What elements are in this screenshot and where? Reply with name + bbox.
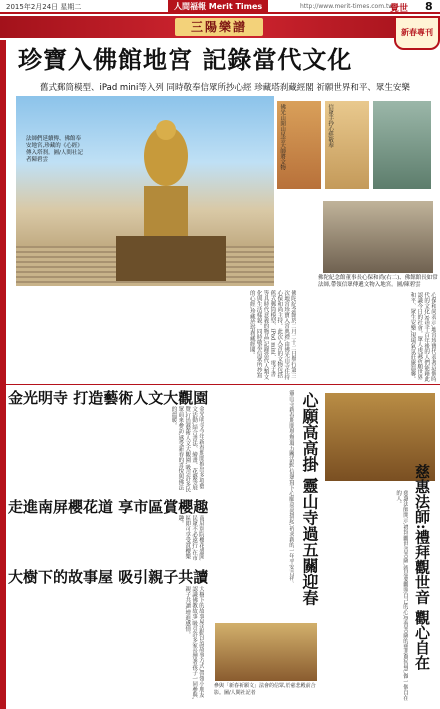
article-headline-3: 走進南屏櫻花道 享市區賞櫻趣	[8, 498, 209, 516]
article-body-right: 心保和尚表示,地宮珍寶代表著這個時代的文化,希望千百年後的人們能藉此認識今日的社會。眾人虔誠祈願世界和平、眾生安樂,現場氣氛莊嚴溫馨。	[409, 292, 436, 382]
article-body-2: 金光明寺今年新春期間推出多項藝文活動,結合書法、繪畫、花藝等展覽,打造藝術人文大觀園,吸引許多民眾前來參訪,感受新春的喜悅與佛法的溫暖。	[170, 406, 204, 492]
photo-caption-2: 信眾手抄心經敬奉	[327, 104, 334, 148]
photo-caption-6: 參與「新春祈願文」法會的信眾,於慈悲殿前合影。圖/人間社記者	[214, 683, 316, 696]
temple-gate	[116, 236, 226, 281]
photo-speaker	[372, 100, 432, 190]
photo-gathering	[214, 622, 318, 682]
photo-caption-1: 佛光山開山星雲大師將文物	[279, 104, 286, 170]
side-rule	[0, 40, 6, 709]
section-divider	[6, 384, 440, 385]
article-body-4: 大樹下的故事屋活動以說故事方式,帶領小朋友認識佛教故事,吸引許多家長帶著孩子一同參與,親子共讀,增進感情。	[184, 586, 204, 700]
website-url: http://www.merit-times.com.tw	[300, 3, 394, 10]
issue-date: 2015年2月24日 星期二	[6, 3, 82, 11]
special-issue-badge	[394, 16, 440, 50]
buddha-statue-icon	[136, 116, 196, 236]
page-header	[0, 0, 440, 14]
badge-label: 新春專刊	[401, 28, 433, 37]
article-body-main: 佛陀紀念館於二月二十二日舉行第三次地宮珍寶入宮典禮,由佛光山寺住持心保和尚主持。此次入宮的文物包括舊式郵筒模型、iPad mini、電子書等具時代意義的物品,記錄當代人類文化與生活樣貌。同時敬奉信眾所抄寫的心經,珍藏於塔刹藏經閣。	[248, 290, 296, 380]
article-body-mid: 靈山寺新春期間舉辦過五關活動,信眾寫下心願高高掛起,祈求新的一年平安吉祥。	[288, 390, 294, 586]
masthead-title: 三陽樂譜	[175, 18, 263, 36]
photo-caption-4: 佛陀紀念館董事長心保和尚(右二)、佛館館長如常法師,帶領信眾傳遞文物入地宮。圖/陳碧雲	[318, 275, 438, 289]
article-body-right-lower: 慈惠法師開示,禮拜觀世音菩薩,就是要觀照自己的心,學習菩薩的慈悲與智慧,做一個自在的人。	[395, 490, 408, 701]
masthead-band	[0, 16, 440, 38]
article-headline-4: 大樹下的故事屋 吸引親子共讀	[8, 568, 209, 586]
article-body-3: 南屏別院櫻花盛開,民眾不必遠行,在市區即可享受賞櫻樂趣。	[177, 515, 204, 561]
vertical-headline: 心願高高掛 靈山寺過五關迎春	[300, 392, 319, 606]
section-name: 覺世	[390, 4, 409, 14]
main-headline: 珍寶入佛館地宮 記錄當代文化	[18, 45, 353, 74]
newspaper-logo: 人間福報 Merit Times	[168, 0, 268, 13]
photo-group	[322, 200, 434, 274]
sub-headline: 舊式郵筒模型、iPad mini等入列 同時敬奉信眾所抄心經 珍藏塔刹藏經閣 祈願世界和平、眾生安樂	[40, 83, 410, 93]
main-photo-caption: 法師們延續傳、佛館奉安地宮,珍藏的《心經》傳入塔刹。圖/人間社記者陳碧雲	[26, 136, 83, 164]
article-headline-2: 金光明寺 打造藝術人文大觀園	[8, 389, 209, 407]
page-number: 8	[425, 0, 433, 13]
vertical-headline-2: 慈惠法師:禮拜觀世音 觀心自在	[413, 464, 431, 670]
main-photo	[16, 96, 274, 286]
